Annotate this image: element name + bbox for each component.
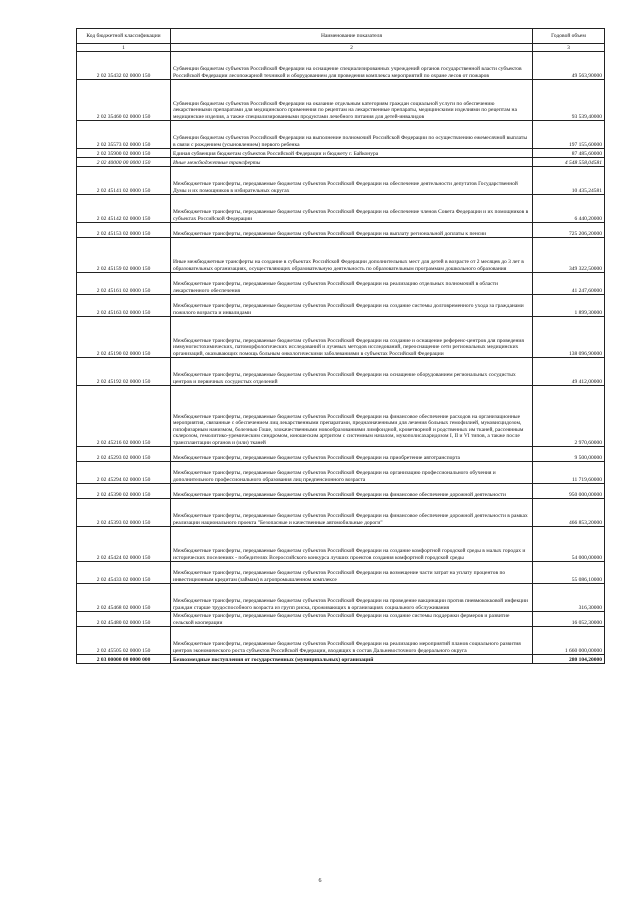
table-row: [77, 238, 605, 273]
row-code: 2 02 40000 00 0000 150: [77, 158, 171, 167]
row-name: Межбюджетные трансферты, передаваемые бюджетам субъектов Российской Федерации на финансовое обеспечение дорожной деятельности: [171, 484, 533, 499]
row-value: 950 000,00000: [533, 484, 605, 499]
row-name: Межбюджетные трансферты, передаваемые бюджетам субъектов Российской Федерации на обеспечение деятельности депутатов Государственной Думы и их помощников в избирательных округах: [171, 167, 533, 195]
table-row: [77, 295, 605, 317]
row-code: 2 02 45190 02 0000 150: [77, 317, 171, 358]
row-name: Межбюджетные трансферты, передаваемые бюджетам субъектов Российской Федерации на организацию профессионального обучения и дополнительного профессионального образования лиц предпенсионного возраста: [171, 462, 533, 484]
table-row: [77, 317, 605, 358]
column-number: 1: [77, 44, 171, 52]
row-value: 49 563,90000: [533, 52, 605, 80]
table-row: [77, 627, 605, 655]
row-value: 87 485,60000: [533, 149, 605, 158]
row-value: 41 247,60000: [533, 273, 605, 295]
row-value: 280 104,20000: [533, 655, 605, 664]
row-code: 2 02 45393 02 0000 150: [77, 499, 171, 527]
table-row: [77, 527, 605, 562]
row-value: 2 970,60000: [533, 386, 605, 447]
row-name: Иные межбюджетные трансферты: [171, 158, 533, 167]
row-name: Межбюджетные трансферты, передаваемые бюджетам субъектов Российской Федерации на приобретение автотранспорта: [171, 447, 533, 462]
table-row: [77, 167, 605, 195]
row-code: 2 02 45159 02 0000 150: [77, 238, 171, 273]
header-name: Наименование показателя: [171, 29, 533, 44]
row-value: 6 440,20000: [533, 195, 605, 223]
row-name: Межбюджетные трансферты, передаваемые бюджетам субъектов Российской Федерации на создание системы долговременного ухода за гражданами пожилого возраста и инвалидами: [171, 295, 533, 317]
row-name: Межбюджетные трансферты, передаваемые бюджетам субъектов Российской Федерации на возмещение части затрат на уплату процентов по инвестиционным кредитам (займам) в агропромышленном комплексе: [171, 562, 533, 584]
table-row: [77, 584, 605, 612]
row-value: 466 853,20000: [533, 499, 605, 527]
table-row: [77, 358, 605, 386]
row-value: 10 435,24581: [533, 167, 605, 195]
row-value: 54 000,00000: [533, 527, 605, 562]
row-code: 2 02 45216 02 0000 150: [77, 386, 171, 447]
table-row: [77, 80, 605, 121]
row-code: 2 02 45161 02 0000 150: [77, 273, 171, 295]
row-name: Субвенции бюджетам субъектов Российской Федерации на оснащение специализированных учреждений органов государственной власти субъектов Российской Федерации лесопожарной техникой и оборудованием для проведения комплекса мероприятий по охране лесов от пожаров: [171, 52, 533, 80]
row-code: 2 02 35460 02 0000 150: [77, 80, 171, 121]
row-name: Безвозмездные поступления от государственных (муниципальных) организаций: [171, 655, 533, 664]
row-name: Субвенции бюджетам субъектов Российской Федерации на выполнение полномочий Российской Федерации по осуществлению ежемесячной выплаты в связи с рождением (усыновлением) первого ребенка: [171, 121, 533, 149]
row-value: 349 322,50000: [533, 238, 605, 273]
row-code: 2 02 45390 02 0000 150: [77, 484, 171, 499]
row-code: 2 02 45293 02 0000 150: [77, 447, 171, 462]
row-value: 49 412,00000: [533, 358, 605, 386]
row-name: Межбюджетные трансферты, передаваемые бюджетам субъектов Российской Федерации на выплату региональной доплаты к пенсии: [171, 223, 533, 238]
row-value: 1 899,30000: [533, 295, 605, 317]
row-value: 138 096,90000: [533, 317, 605, 358]
table-row: [77, 273, 605, 295]
row-name: Межбюджетные трансферты, передаваемые бюджетам субъектов Российской Федерации на реализацию отдельных полномочий в области лекарственного обеспечения: [171, 273, 533, 295]
row-code: 2 03 00000 00 0000 000: [77, 655, 171, 664]
row-name: Межбюджетные трансферты, передаваемые бюджетам субъектов Российской Федерации на создание системы поддержки фермеров и развитие сельской кооперации: [171, 612, 533, 627]
row-value: 16 052,30000: [533, 612, 605, 627]
row-value: 4 548 558,04581: [533, 158, 605, 167]
page-number: 6: [318, 878, 322, 884]
row-code: 2 02 45141 02 0000 150: [77, 167, 171, 195]
table-row: [77, 121, 605, 149]
table-row: [77, 52, 605, 80]
table-row: [77, 149, 605, 158]
table-row: [77, 447, 605, 462]
table-row: [77, 612, 605, 627]
row-value: 316,30000: [533, 584, 605, 612]
column-number: 3: [533, 44, 605, 52]
row-code: 2 02 45480 02 0000 150: [77, 612, 171, 627]
table-row: [77, 655, 605, 664]
row-code: 2 02 45505 02 0000 150: [77, 627, 171, 655]
row-code: 2 02 45163 02 0000 150: [77, 295, 171, 317]
table-body: [77, 29, 605, 664]
row-name: Межбюджетные трансферты, передаваемые бюджетам субъектов Российской Федерации на проведение вакцинации против пневмококковой инфекции граждан старше трудоспособного возраста из групп риска, проживающих в организациях социального обслуживания: [171, 584, 533, 612]
table-row: [77, 484, 605, 499]
row-name: Межбюджетные трансферты, передаваемые бюджетам субъектов Российской Федерации на обеспечение членов Совета Федерации и их помощников в субъектах Российской Федерации: [171, 195, 533, 223]
table-row: [77, 158, 605, 167]
row-code: 2 02 35900 02 0000 150: [77, 149, 171, 158]
column-number: 2: [171, 44, 533, 52]
row-code: 2 02 45142 02 0000 150: [77, 195, 171, 223]
row-value: 725 206,20000: [533, 223, 605, 238]
row-code: 2 02 45468 02 0000 150: [77, 584, 171, 612]
row-name: Межбюджетные трансферты, передаваемые бюджетам субъектов Российской Федерации на оснащение оборудованием региональных сосудистых центров и первичных сосудистых отделений: [171, 358, 533, 386]
row-name: Межбюджетные трансферты, передаваемые бюджетам субъектов Российской Федерации на финансовое обеспечение расходов на организационные мероприятия, связанные с обеспечением лиц лекарственными препаратами, предназначенными для лечения больных гемофилией, муковисцидозом, гипофизарным нанизмом, болезнью Гоше, злокачественными новообразованиями лимфоидной, кроветворной и родственных им тканей, рассеянным склерозом, гемолитико-уремическим синдромом, юношеским артритом с системным началом, мукополисахаридозом I, II и VI типов, а также после трансплантации органов и (или) тканей: [171, 386, 533, 447]
table-row: [77, 499, 605, 527]
row-value: 55 086,10000: [533, 562, 605, 584]
row-name: Межбюджетные трансферты, передаваемые бюджетам субъектов Российской Федерации на реализацию мероприятий планов социального развития центров экономического роста субъектов Российской Федерации, входящих в состав Дальневосточного федерального округа: [171, 627, 533, 655]
header-value: Годовой объем: [533, 29, 605, 44]
row-code: 2 02 35432 02 0000 150: [77, 52, 171, 80]
row-value: 11 719,60000: [533, 462, 605, 484]
row-value: 197 155,60000: [533, 121, 605, 149]
column-number-row: [77, 44, 605, 52]
table-row: [77, 195, 605, 223]
row-name: Межбюджетные трансферты, передаваемые бюджетам субъектов Российской Федерации на финансовое обеспечение дорожной деятельности в рамках реализации национального проекта "Безопасные и качественные автомобильные дороги": [171, 499, 533, 527]
header-code: Код бюджетной классификации: [77, 29, 171, 44]
row-value: 93 539,40000: [533, 80, 605, 121]
row-code: 2 02 45153 02 0000 150: [77, 223, 171, 238]
table-row: [77, 562, 605, 584]
row-name: Единая субвенция бюджетам субъектов Российской Федерации и бюджету г. Байконура: [171, 149, 533, 158]
row-value: 9 500,00000: [533, 447, 605, 462]
row-value: 1 660 000,00000: [533, 627, 605, 655]
header-row: [77, 29, 605, 44]
row-code: 2 02 45424 02 0000 150: [77, 527, 171, 562]
row-code: 2 02 35573 02 0000 150: [77, 121, 171, 149]
table-row: [77, 462, 605, 484]
row-code: 2 02 45294 02 0000 150: [77, 462, 171, 484]
row-name: Межбюджетные трансферты, передаваемые бюджетам субъектов Российской Федерации на создание комфортной городской среды в малых городах и исторических поселениях - победителях Всероссийского конкурса лучших проектов создания комфортной городской среды: [171, 527, 533, 562]
row-name: Иные межбюджетные трансферты на создание в субъектах Российской Федерации дополнительных мест для детей в возрасте от 2 месяцев до 3 лет в образовательных организациях, осуществляющих образовательную деятельность по образовательным программам дошкольного образования: [171, 238, 533, 273]
row-code: 2 02 45433 02 0000 150: [77, 562, 171, 584]
table-row: [77, 223, 605, 238]
table-row: [77, 386, 605, 447]
budget-table: [76, 28, 605, 664]
row-name: Межбюджетные трансферты, передаваемые бюджетам субъектов Российской Федерации на создание и оснащение референс-центров для проведения иммуногистохимических, патоморфологических исследований и лучевых методов исследований, переоснащение сети региональных медицинских организаций, оказывающих помощь больным онкологическими заболеваниями в субъектах Российской Федерации: [171, 317, 533, 358]
row-code: 2 02 45192 02 0000 150: [77, 358, 171, 386]
row-name: Субвенции бюджетам субъектов Российской Федерации на оказание отдельным категориям граждан социальной услуги по обеспечению лекарственными препаратами для медицинского применения по рецептам на лекарственные препараты, медицинскими изделиями по рецептам на медицинские изделия, а также специализированными продуктами лечебного питания для детей-инвалидов: [171, 80, 533, 121]
